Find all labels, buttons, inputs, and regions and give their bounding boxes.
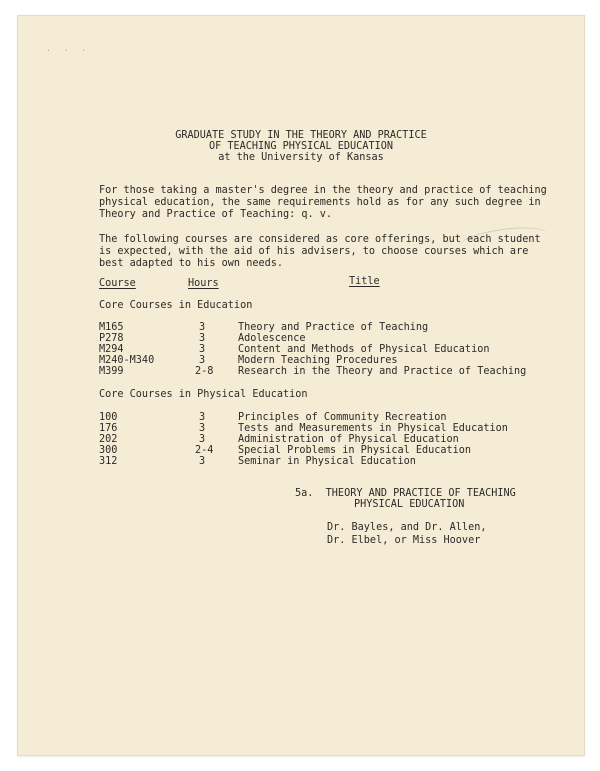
doc-title-line-1: GRADUATE STUDY IN THE THEORY AND PRACTICE xyxy=(175,130,427,141)
course-hours: 3 xyxy=(199,344,206,355)
doc-title-line-3: at the University of Kansas xyxy=(218,152,384,163)
table-row xyxy=(18,456,584,468)
section-heading-physical-education: Core Courses in Physical Education xyxy=(99,389,308,400)
course-code: M294 xyxy=(99,344,124,355)
column-header-course: Course xyxy=(99,278,136,289)
course-title: Modern Teaching Procedures xyxy=(238,355,398,366)
paragraph-2-line-2: is expected, with the aid of his advisers, to choose courses which are xyxy=(99,246,529,257)
course-title: Administration of Physical Education xyxy=(238,434,459,445)
paper-specks: · · · xyxy=(46,46,91,55)
paragraph-2-line-3: best adapted to his own needs. xyxy=(99,258,284,269)
column-header-title: Title xyxy=(349,276,380,287)
course-title: Seminar in Physical Education xyxy=(238,456,416,467)
course-hours: 3 xyxy=(199,355,206,366)
footer-line-3: Dr. Bayles, and Dr. Allen, xyxy=(327,522,487,533)
paragraph-1-line-2: physical education, the same requirements hold as for any such degree in xyxy=(99,197,541,208)
course-code: M165 xyxy=(99,322,124,333)
course-hours: 3 xyxy=(199,333,206,344)
course-title: Adolescence xyxy=(238,333,306,344)
course-code: P278 xyxy=(99,333,124,344)
document-page xyxy=(18,16,584,755)
course-title: Research in the Theory and Practice of Teaching xyxy=(238,366,527,377)
course-title: Theory and Practice of Teaching xyxy=(238,322,429,333)
course-title: Special Problems in Physical Education xyxy=(238,445,472,456)
course-code: M240-M340 xyxy=(99,355,155,366)
course-hours: 3 xyxy=(199,423,206,434)
doc-title-line-2: OF TEACHING PHYSICAL EDUCATION xyxy=(208,141,393,152)
footer-line-1: 5a. THEORY AND PRACTICE OF TEACHING xyxy=(295,488,516,499)
course-hours: 3 xyxy=(199,434,206,445)
course-code: 202 xyxy=(99,434,118,445)
course-code: M399 xyxy=(99,366,124,377)
table-row xyxy=(18,366,584,378)
column-header-hours: Hours xyxy=(188,278,219,289)
footer-line-2: PHYSICAL EDUCATION xyxy=(354,499,465,510)
course-code: 100 xyxy=(99,412,118,423)
course-code: 300 xyxy=(99,445,118,456)
course-code: 176 xyxy=(99,423,118,434)
course-hours: 2-4 xyxy=(195,445,214,456)
course-code: 312 xyxy=(99,456,118,467)
course-hours: 3 xyxy=(199,412,206,423)
course-title: Tests and Measurements in Physical Education xyxy=(238,423,508,434)
course-hours: 3 xyxy=(199,322,206,333)
paragraph-2-line-1: The following courses are considered as core offerings, but each student xyxy=(99,234,541,245)
section-heading-education: Core Courses in Education xyxy=(99,300,253,311)
course-title: Content and Methods of Physical Education xyxy=(238,344,490,355)
footer-line-4: Dr. Elbel, or Miss Hoover xyxy=(327,535,481,546)
course-title: Principles of Community Recreation xyxy=(238,412,447,423)
paragraph-1-line-1: For those taking a master's degree in the theory and practice of teaching xyxy=(99,185,547,196)
course-hours: 2-8 xyxy=(195,366,214,377)
paragraph-1-line-3: Theory and Practice of Teaching: q. v. xyxy=(99,209,333,220)
course-hours: 3 xyxy=(199,456,206,467)
